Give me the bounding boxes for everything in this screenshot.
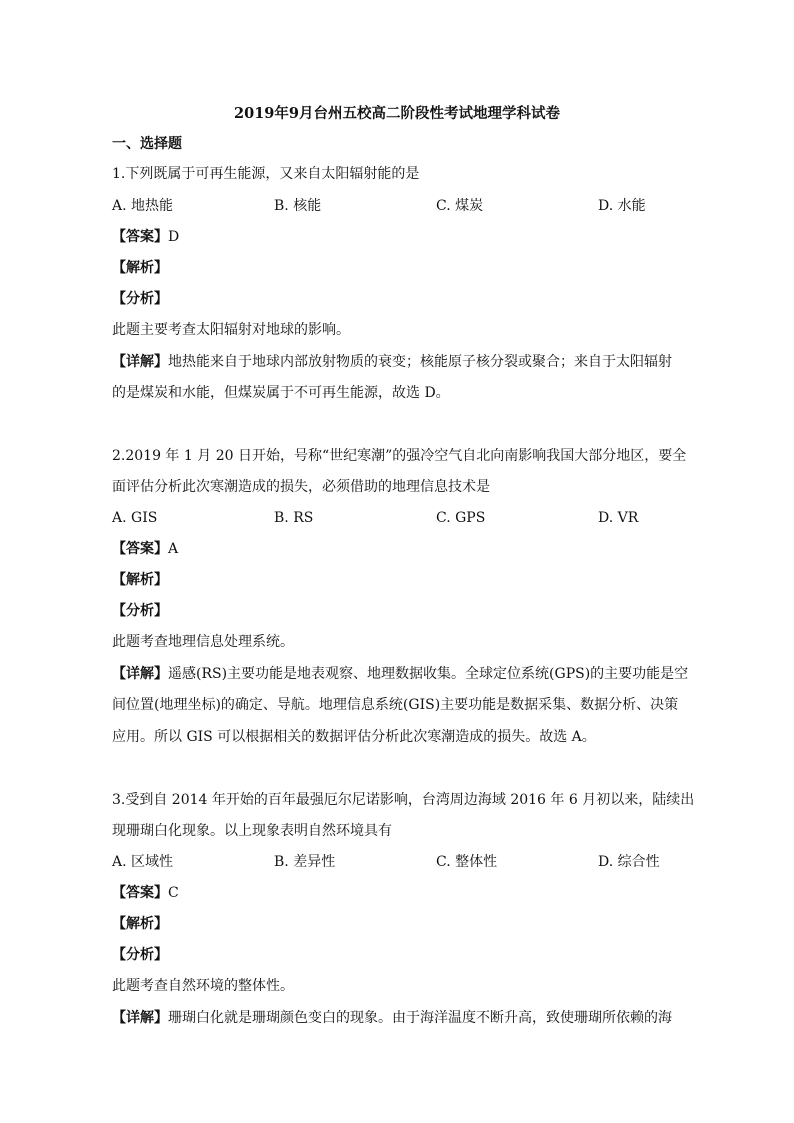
q3-option-c: C. 整体性	[436, 854, 498, 870]
detail-tag: 【详解】	[112, 666, 168, 682]
q1-option-b: B. 核能	[274, 198, 322, 214]
q1-jiexi-tag: 【解析】	[112, 260, 168, 276]
q1-detail-line-2: 的是煤炭和水能，但煤炭属于不可再生能源，故选 D。	[112, 385, 450, 401]
q2-detail-line-3: 应用。所以 GIS 可以根据相关的数据评估分析此次寒潮造成的损失。故选 A。	[112, 729, 596, 745]
q2-detail-line-2: 间位置(地理坐标)的确定、导航。地理信息系统(GIS)主要功能是数据采集、数据分析、决策	[112, 697, 679, 713]
q3-option-a: A. 区域性	[112, 854, 174, 870]
q2-fenxi-text: 此题考查地理信息处理系统。	[112, 634, 294, 650]
q1-stem: 1.下列既属于可再生能源，又来自太阳辐射能的是	[112, 166, 420, 182]
detail-text: 珊瑚白化就是珊瑚颜色变白的现象。由于海洋温度不断升高，致使珊瑚所依赖的海	[168, 1010, 672, 1026]
q3-detail-line-1	[112, 1008, 672, 1028]
q1-fenxi-text: 此题主要考查太阳辐射对地球的影响。	[112, 322, 350, 338]
q2-option-a: A. GIS	[112, 510, 158, 526]
q3-option-d: D. 综合性	[598, 854, 660, 870]
q1-fenxi-tag: 【分析】	[112, 291, 168, 307]
q2-jiexi-tag: 【解析】	[112, 572, 168, 588]
answer-tag: 【答案】	[112, 885, 168, 901]
q2-option-d: D. VR	[598, 510, 639, 526]
section-heading: 一、选择题	[112, 136, 182, 152]
q3-option-b: B. 差异性	[274, 854, 336, 870]
answer-value: A	[168, 541, 179, 557]
detail-tag: 【详解】	[112, 1010, 168, 1026]
q2-answer	[112, 539, 178, 559]
q3-jiexi-tag: 【解析】	[112, 916, 168, 932]
q1-answer	[112, 227, 179, 247]
q2-option-c: C. GPS	[436, 510, 486, 526]
q2-stem-line-1: 2.2019 年 1 月 20 日开始，号称“世纪寒潮”的强冷空气自北向南影响我国大部分地区，要全	[112, 448, 687, 464]
q3-fenxi-tag: 【分析】	[112, 947, 168, 963]
q3-fenxi-text: 此题考查自然环境的整体性。	[112, 978, 294, 994]
document-title: 2019年9月台州五校高二阶段性考试地理学科试卷	[234, 105, 560, 122]
detail-text: 地热能来自于地球内部放射物质的衰变；核能原子核分裂或聚合；来自于太阳辐射	[168, 354, 672, 370]
answer-value: C	[168, 885, 179, 901]
q3-stem-line-2: 现珊瑚白化现象。以上现象表明自然环境具有	[112, 823, 392, 839]
q1-option-d: D. 水能	[598, 198, 646, 214]
q1-option-c: C. 煤炭	[436, 198, 484, 214]
answer-tag: 【答案】	[112, 229, 168, 245]
detail-tag: 【详解】	[112, 354, 168, 370]
q2-fenxi-tag: 【分析】	[112, 603, 168, 619]
answer-value: D	[168, 229, 180, 245]
q2-option-b: B. RS	[274, 510, 314, 526]
q1-detail-line-1	[112, 352, 672, 372]
q3-stem-line-1: 3.受到自 2014 年开始的百年最强厄尔尼诺影响，台湾周边海域 2016 年 6 月初以来，陆续出	[112, 792, 695, 808]
q2-detail-line-1	[112, 664, 688, 684]
q2-stem-line-2: 面评估分析此次寒潮造成的损失，必须借助的地理信息技术是	[112, 479, 490, 495]
detail-text: 遥感(RS)主要功能是地表观察、地理数据收集。全球定位系统(GPS)的主要功能是空	[168, 666, 689, 682]
q3-answer	[112, 883, 179, 903]
q1-option-a: A. 地热能	[112, 198, 174, 214]
answer-tag: 【答案】	[112, 541, 168, 557]
